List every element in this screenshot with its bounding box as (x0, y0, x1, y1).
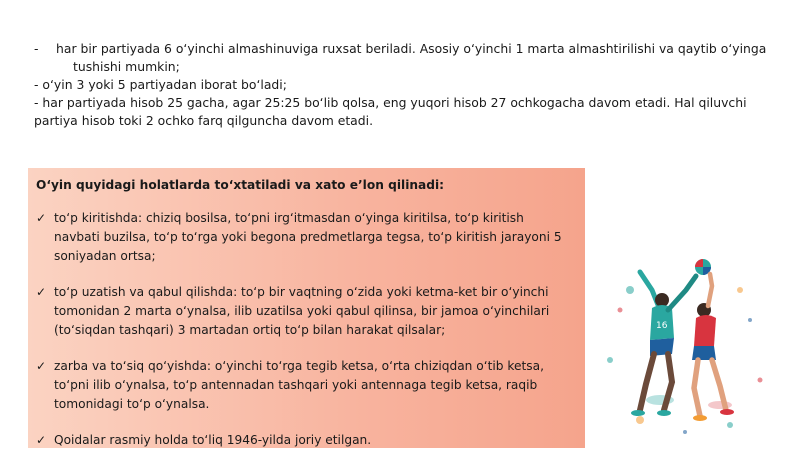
fault-item-passing (36, 283, 573, 340)
rule-scoring-cont: partiya hisob toki 2 ochko farq qilguncha davom etadi. (34, 113, 374, 128)
fault-item-serve (36, 209, 573, 266)
check-icon: ✓ (36, 211, 47, 225)
volleyball-players-watercolor-icon (600, 250, 770, 440)
fault-item-text: to‘p kiritishda: chiziq bosilsa, to‘pni irg‘itmasdan o‘yinga kiritilsa, to‘p kiritish navbati buzilsa, to‘p to‘rga yoki begona predmetlarga tegsa, to‘p kiritish jarayoni 5 soniyadan ortsa; (54, 211, 562, 263)
fault-item-text: Qoidalar rasmiy holda to‘liq 1946-yilda joriy etilgan. (54, 433, 372, 447)
rule-substitutions-text: har bir partiyada 6 o‘yinchi almashinuviga ruxsat beriladi. Asosiy o‘yinchi 1 marta almashtirilishi va qaytib o‘yinga (56, 41, 767, 56)
rule-substitutions (34, 40, 774, 76)
jersey-number: 16 (656, 321, 668, 331)
volleyball-players-illustration (600, 250, 770, 440)
rule-substitutions-cont: tushishi mumkin; (73, 59, 180, 74)
fault-item-rules-year (36, 431, 573, 450)
dash-marker: - (34, 41, 39, 56)
faults-title: O‘yin quyidagi holatlarda to‘xtatiladi va xato e’lon qilinadi: (36, 178, 445, 192)
check-icon: ✓ (36, 285, 47, 299)
check-icon: ✓ (36, 433, 47, 447)
check-icon: ✓ (36, 359, 47, 373)
fault-item-text: zarba va to‘siq qo‘yishda: o‘yinchi to‘rga tegib ketsa, o‘rta chiziqdan o‘tib ketsa, to‘pni ilib o‘ynalsa, to‘p antennadan tashqari yoki antennaga tegib ketsa, raqib tomonidagi to‘p o‘ynalsa. (54, 359, 544, 411)
rules-text (34, 40, 774, 130)
rule-scoring: - har partiyada hisob 25 gacha, agar 25:25 bo‘lib qolsa, eng yuqori hisob 27 ochkogacha davom etadi. Hal qiluvchi (34, 95, 747, 110)
faults-box (28, 168, 585, 448)
fault-item-text: to‘p uzatish va qabul qilishda: to‘p bir vaqtning o‘zida yoki ketma-ket bir o‘yinchi tomonidan 2 marta o‘ynalsa, ilib uzatilsa yoki qabul qilinsa, bir jamoa o‘yinchilari (to‘siqdan tashqari) 3 martadan ortiq to‘p bilan harakat qilsalar; (54, 285, 550, 337)
fault-item-attack-block (36, 357, 573, 414)
rule-sets: - o‘yin 3 yoki 5 partiyadan iborat bo‘ladi; (34, 77, 287, 92)
